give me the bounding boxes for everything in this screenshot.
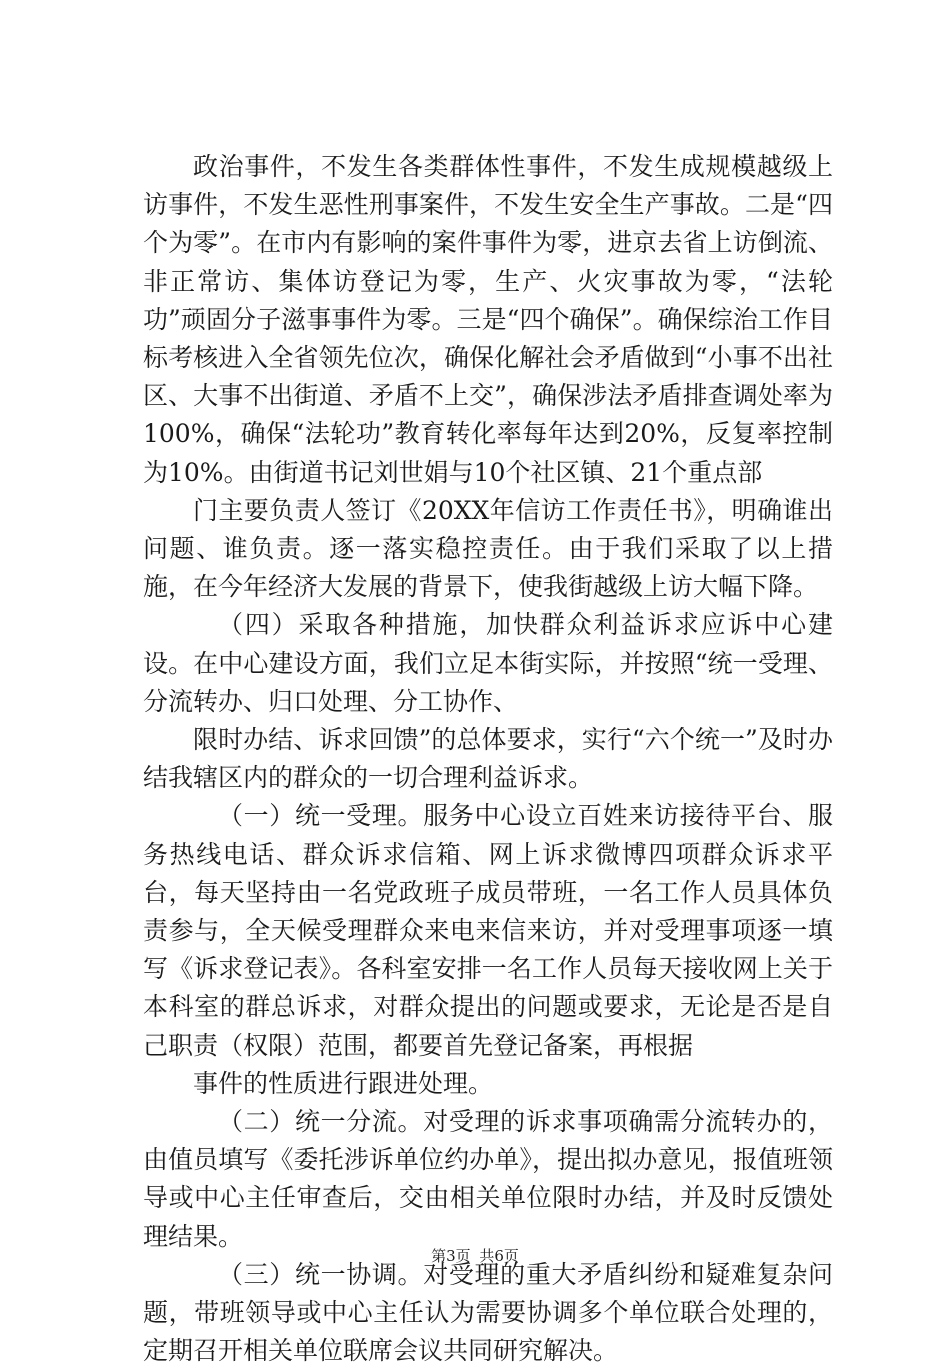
paragraph-1: 政治事件，不发生各类群体性事件，不发生成规模越级上访事件，不发生恶性刑事案件，不发生安全生产事故。二是“四个为零”。在市内有影响的案件事件为零，进京去省上访倒流、非正常访、集体访登记为零，生产、火灾事故为零，“法轮功”顽固分子滋事事件为零。三是“四个确保”。确保综治工作目标考核进入全省领先位次，确保化解社会矛盾做到“小事不出社区、大事不出街道、矛盾不上交”，确保涉法矛盾排查调处率为100%，确保“法轮功”教育转化率每年达到20%，反复率控制为10%。由街道书记刘世娟与10个社区镇、21个重点部 <box>143 152 833 487</box>
body-text <box>143 148 833 1371</box>
paragraph-3: （四）采取各种措施，加快群众利益诉求应诉中心建设。在中心建设方面，我们立足本街实际，并按照“统一受理、分流转办、归口处理、分工协作、 <box>143 610 833 716</box>
paragraph-5: （一）统一受理。服务中心设立百姓来访接待平台、服务热线电话、群众诉求信箱、网上诉求微博四项群众诉求平台，每天坚持由一名党政班子成员带班，一名工作人员具体负责参与，全天候受理群众来电来信来访，并对受理事项逐一填写《诉求登记表》。各科室安排一名工作人员每天接收网上关于本科室的群总诉求，对群众提出的问题或要求，无论是否是自己职责（权限）范围，都要首先登记备案，再根据 <box>143 801 833 1060</box>
page-footer: 第3页 共6页 <box>431 1247 519 1265</box>
paragraph-6: 事件的性质进行跟进处理。 <box>193 1068 494 1098</box>
paragraph-2: 门主要负责人签订《20XX年信访工作责任书》，明确谁出问题、谁负责。逐一落实稳控责任。由于我们采取了以上措施，在今年经济大发展的背景下，使我街越级上访大幅下降。 <box>143 495 833 602</box>
paragraph-7: （二）统一分流。对受理的诉求事项确需分流转办的，由值员填写《委托涉诉单位约办单》，提出拟办意见，报值班领导或中心主任审查后，交由相关单位限时办结，并及时反馈处理结果。 <box>143 1107 833 1251</box>
paragraph-4: 限时办结、诉求回馈”的总体要求，实行“六个统一”及时办结我辖区内的群众的一切合理利益诉求。 <box>143 725 833 793</box>
paragraph-8: （三）统一协调。对受理的重大矛盾纠纷和疑难复杂问题，带班领导或中心主任认为需要协调多个单位联合处理的，定期召开相关单位联席会议共同研究解决。 <box>143 1259 833 1366</box>
